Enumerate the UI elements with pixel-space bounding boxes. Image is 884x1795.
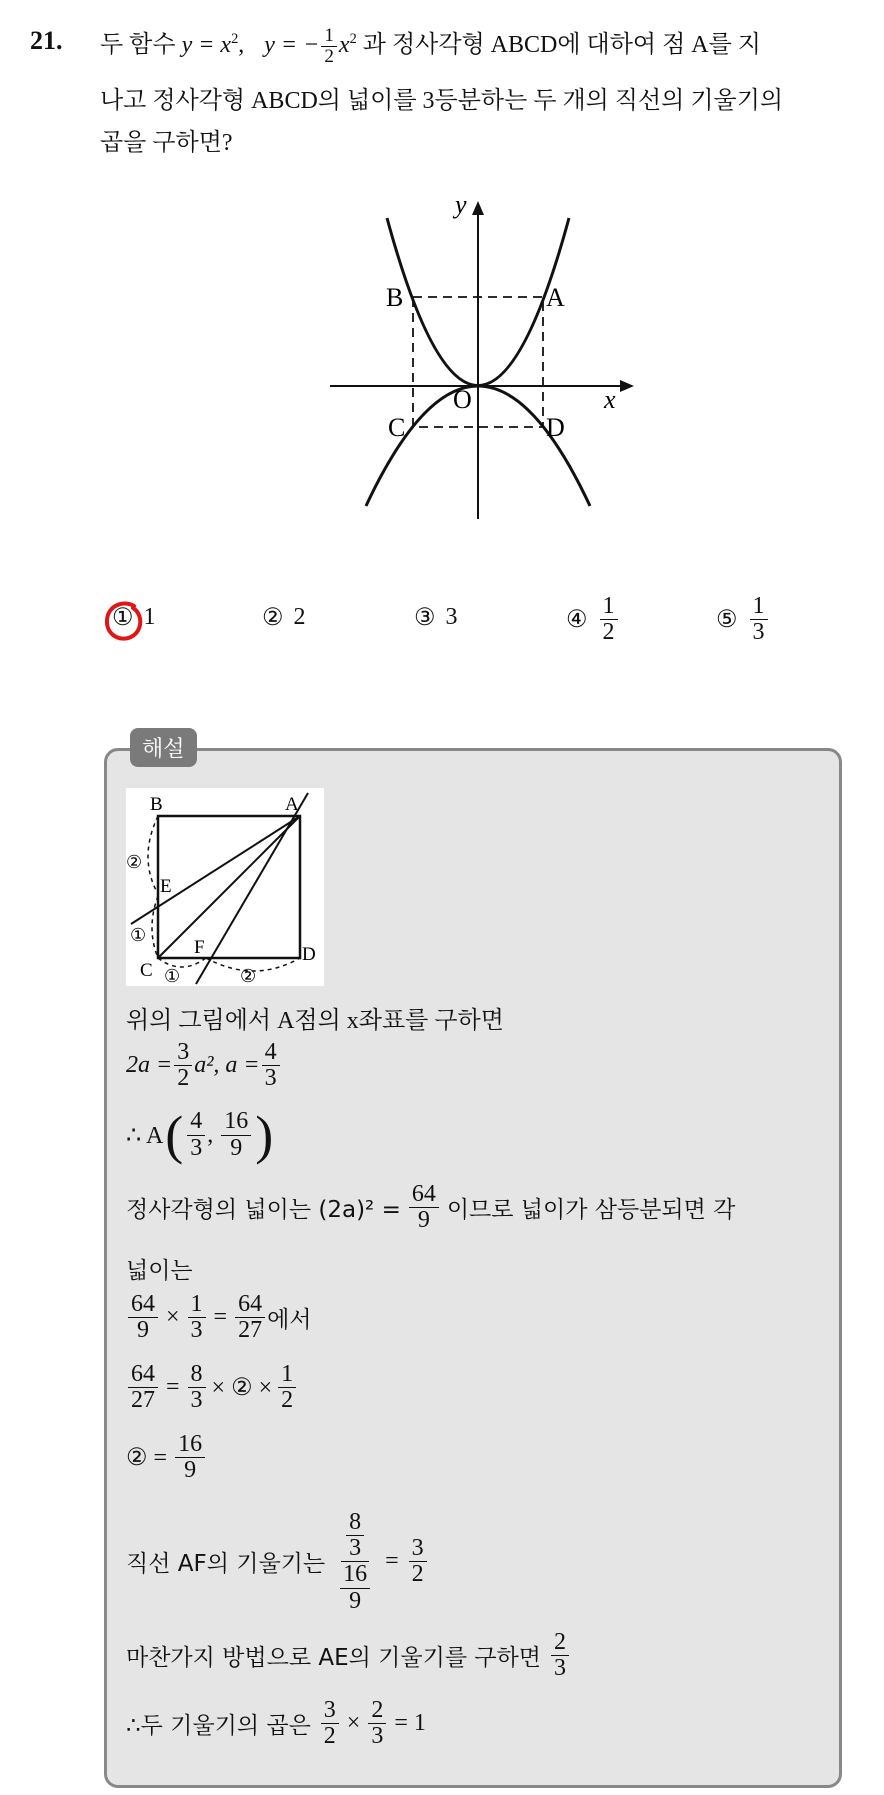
area-suffix: 이므로 넓이가 삼등분되면 각 bbox=[446, 1197, 736, 1224]
fraction-numerator: 16 bbox=[221, 1109, 251, 1135]
solution-line-5 bbox=[126, 1252, 193, 1285]
equals-sign: = bbox=[166, 1374, 180, 1401]
choice-2-mark: ② bbox=[262, 605, 284, 631]
circle-2-equals: ② = bbox=[126, 1445, 168, 1472]
choice-3-mark: ③ bbox=[414, 605, 436, 631]
fraction-denominator: 9 bbox=[230, 1134, 243, 1161]
question-suffix: 과 정사각형 ABCD에 대하여 점 A를 지 bbox=[362, 32, 761, 58]
equation-1-exponent: 2 bbox=[231, 31, 239, 47]
fraction-denominator: 3 bbox=[190, 1134, 203, 1161]
fraction-denominator: 9 bbox=[184, 1457, 197, 1484]
frac-2-3 bbox=[368, 1698, 386, 1749]
choice-5[interactable] bbox=[716, 594, 770, 645]
label-d: D bbox=[546, 413, 565, 442]
frac-64-27 bbox=[235, 1292, 265, 1343]
equation-2-x: x bbox=[338, 32, 350, 58]
question-line-2: 나고 정사각형 ABCD의 넓이를 3등분하는 두 개의 직선의 기울기의 bbox=[100, 88, 784, 114]
fraction-denominator: 2 bbox=[411, 1561, 424, 1588]
choice-4-fraction bbox=[600, 594, 618, 645]
fraction-numerator: 3 bbox=[321, 1698, 339, 1724]
fraction-denominator: 2 bbox=[177, 1065, 190, 1092]
fraction-numerator: 1 bbox=[321, 26, 337, 47]
x-axis-arrow-icon bbox=[620, 380, 634, 392]
question-line-3: 곱을 구하면? bbox=[100, 130, 233, 156]
frac-64-9 bbox=[128, 1292, 158, 1343]
eq-lhs: 2a = bbox=[126, 1052, 173, 1079]
label-x: x bbox=[604, 385, 616, 414]
eq-tail: a², a = bbox=[194, 1052, 260, 1079]
equals-sign: = bbox=[213, 1304, 228, 1331]
fraction-denominator: 3 bbox=[371, 1723, 384, 1750]
label-y: y bbox=[455, 193, 467, 219]
fig-mark-1-left: ① bbox=[130, 925, 147, 946]
area-fraction bbox=[409, 1182, 439, 1233]
fraction-numerator: 1 bbox=[278, 1362, 296, 1388]
line-af bbox=[196, 793, 308, 984]
fig-mark-2-left: ② bbox=[126, 852, 143, 873]
frac-8-3 bbox=[188, 1362, 206, 1413]
fraction-numerator: 3 bbox=[174, 1040, 192, 1066]
fraction-denominator: 3 bbox=[752, 619, 765, 646]
fig-label-f: F bbox=[194, 937, 205, 958]
fig-label-c: C bbox=[140, 960, 153, 981]
point-a-prefix: ∴ A bbox=[126, 1122, 164, 1149]
inner-fraction-top bbox=[346, 1510, 364, 1561]
parabola-graph bbox=[320, 193, 640, 523]
fig-mark-1-bottom: ① bbox=[164, 966, 181, 986]
line-ac bbox=[158, 816, 300, 958]
fraction-denominator: 3 bbox=[190, 1387, 203, 1414]
fraction-numerator: 16 bbox=[340, 1562, 370, 1588]
fraction-denominator: 3 bbox=[190, 1317, 203, 1344]
fraction-denominator: 9 bbox=[137, 1317, 149, 1344]
choice-1-mark: ① bbox=[112, 605, 134, 631]
slope-ae-prefix: 마찬가지 방법으로 AE의 기울기를 구하면 bbox=[126, 1645, 541, 1672]
comma: , bbox=[207, 1121, 214, 1148]
choice-5-fraction bbox=[750, 594, 768, 645]
label-origin: O bbox=[453, 385, 472, 414]
question-number: 21. bbox=[30, 26, 63, 55]
choice-5-mark: ⑤ bbox=[716, 607, 738, 634]
fraction-denominator: 3 bbox=[349, 1535, 362, 1562]
fraction-numerator: 2 bbox=[368, 1698, 386, 1724]
fig-label-b: B bbox=[150, 794, 163, 815]
question-prefix: 두 함수 bbox=[100, 32, 176, 58]
product-prefix: ∴두 기울기의 곱은 bbox=[126, 1713, 311, 1740]
equation-separator: , bbox=[238, 32, 245, 58]
frac-1-2 bbox=[278, 1362, 296, 1413]
fraction-denominator: 27 bbox=[131, 1387, 155, 1414]
fraction-numerator: 8 bbox=[346, 1510, 364, 1536]
y-axis-arrow-icon bbox=[472, 201, 484, 215]
fraction-denominator: 2 bbox=[602, 619, 615, 646]
slope-af-prefix: 직선 AF의 기울기는 bbox=[126, 1551, 326, 1578]
compound-fraction bbox=[335, 1510, 375, 1614]
line-ae bbox=[131, 816, 300, 924]
compound-numerator bbox=[341, 1510, 369, 1562]
fraction-denominator: 9 bbox=[349, 1587, 362, 1614]
frac-16-9 bbox=[175, 1432, 205, 1483]
paren-close: ) bbox=[255, 1105, 274, 1165]
choice-3-value: 3 bbox=[445, 604, 458, 630]
solution-line-2 bbox=[126, 1040, 282, 1091]
point-a-y bbox=[221, 1109, 251, 1160]
label-c: C bbox=[388, 413, 406, 442]
fraction-numerator: 16 bbox=[175, 1432, 205, 1458]
times-sign: × bbox=[346, 1710, 361, 1737]
choice-2-value: 2 bbox=[293, 604, 306, 630]
fraction-denominator: 2 bbox=[323, 1723, 336, 1750]
frac-3-2 bbox=[409, 1536, 427, 1587]
choice-4[interactable] bbox=[566, 594, 620, 645]
frac-3-2 bbox=[321, 1698, 339, 1749]
compound-denominator bbox=[335, 1562, 375, 1613]
solution-line-3 bbox=[126, 1105, 275, 1165]
choice-3[interactable] bbox=[414, 603, 458, 632]
frac-1-3 bbox=[188, 1292, 206, 1343]
equation-2-fraction bbox=[321, 26, 337, 67]
eq-fraction-a bbox=[262, 1040, 280, 1091]
fraction-numerator: 8 bbox=[188, 1362, 206, 1388]
fraction-numerator: 3 bbox=[409, 1536, 427, 1562]
solution-line-4 bbox=[126, 1182, 735, 1233]
inner-fraction-bottom bbox=[340, 1562, 370, 1613]
question-line-1 bbox=[100, 24, 761, 67]
solution-line-1-text: 위의 그림에서 A점의 x좌표를 구하면 bbox=[126, 1008, 504, 1034]
label-b: B bbox=[386, 283, 404, 312]
paren-open: ( bbox=[165, 1105, 184, 1165]
choice-4-mark: ④ bbox=[566, 607, 588, 634]
fig-mark-2-bottom: ② bbox=[240, 966, 257, 986]
solution-line-5-text: 넓이는 bbox=[126, 1258, 193, 1284]
fraction-numerator: 64 bbox=[235, 1292, 265, 1318]
fraction-denominator: 3 bbox=[554, 1655, 566, 1682]
fraction-numerator: 2 bbox=[551, 1630, 569, 1656]
solution-line-11 bbox=[126, 1698, 426, 1749]
fraction-denominator: 2 bbox=[324, 45, 334, 67]
solution-line-1 bbox=[126, 1000, 504, 1035]
fig-label-d: D bbox=[302, 944, 316, 965]
fraction-denominator: 3 bbox=[264, 1065, 277, 1092]
fraction-numerator: 4 bbox=[262, 1040, 280, 1066]
fraction-denominator: 9 bbox=[417, 1207, 430, 1234]
fraction-numerator: 4 bbox=[187, 1109, 205, 1135]
choice-1-value: 1 bbox=[143, 604, 156, 630]
fig-label-e: E bbox=[160, 876, 172, 897]
fraction-numerator: 1 bbox=[600, 594, 618, 620]
solution-line-8 bbox=[126, 1432, 207, 1483]
fraction-numerator: 1 bbox=[188, 1292, 206, 1318]
equation-1: y = x bbox=[181, 32, 232, 58]
solution-line-9 bbox=[126, 1510, 429, 1614]
equation-2-lhs: y = − bbox=[264, 32, 320, 58]
area-prefix: 정사각형의 넓이는 (2a)² = bbox=[126, 1197, 401, 1224]
choice-2[interactable] bbox=[262, 603, 306, 632]
fig-label-a: A bbox=[285, 794, 299, 815]
eq-fraction bbox=[174, 1040, 192, 1091]
solution-line-6 bbox=[126, 1292, 312, 1343]
solution-tag: 해설 bbox=[130, 728, 197, 767]
choice-1[interactable] bbox=[112, 603, 156, 632]
fraction-denominator: 27 bbox=[238, 1317, 263, 1344]
solution-figure bbox=[126, 788, 324, 986]
fraction-numerator: 1 bbox=[750, 594, 768, 620]
equals-sign: = bbox=[385, 1548, 399, 1575]
frac-2-3 bbox=[551, 1630, 569, 1681]
frac-64-27 bbox=[128, 1362, 158, 1413]
solution-line-10 bbox=[126, 1630, 571, 1681]
equation-2-exponent: 2 bbox=[349, 31, 357, 47]
point-a-x bbox=[187, 1109, 205, 1160]
product-result: = 1 bbox=[394, 1710, 426, 1737]
label-a: A bbox=[546, 283, 565, 312]
times-sign: × bbox=[166, 1304, 180, 1331]
times-circle-2: × ② × bbox=[211, 1375, 273, 1402]
fraction-denominator: 2 bbox=[281, 1387, 294, 1414]
fraction-numerator: 64 bbox=[409, 1182, 439, 1208]
fraction-numerator: 64 bbox=[128, 1362, 158, 1388]
solution-line-7 bbox=[126, 1362, 298, 1413]
line-6-suffix: 에서 bbox=[267, 1307, 312, 1334]
arc-be bbox=[148, 816, 158, 894]
fraction-numerator: 64 bbox=[128, 1292, 158, 1318]
